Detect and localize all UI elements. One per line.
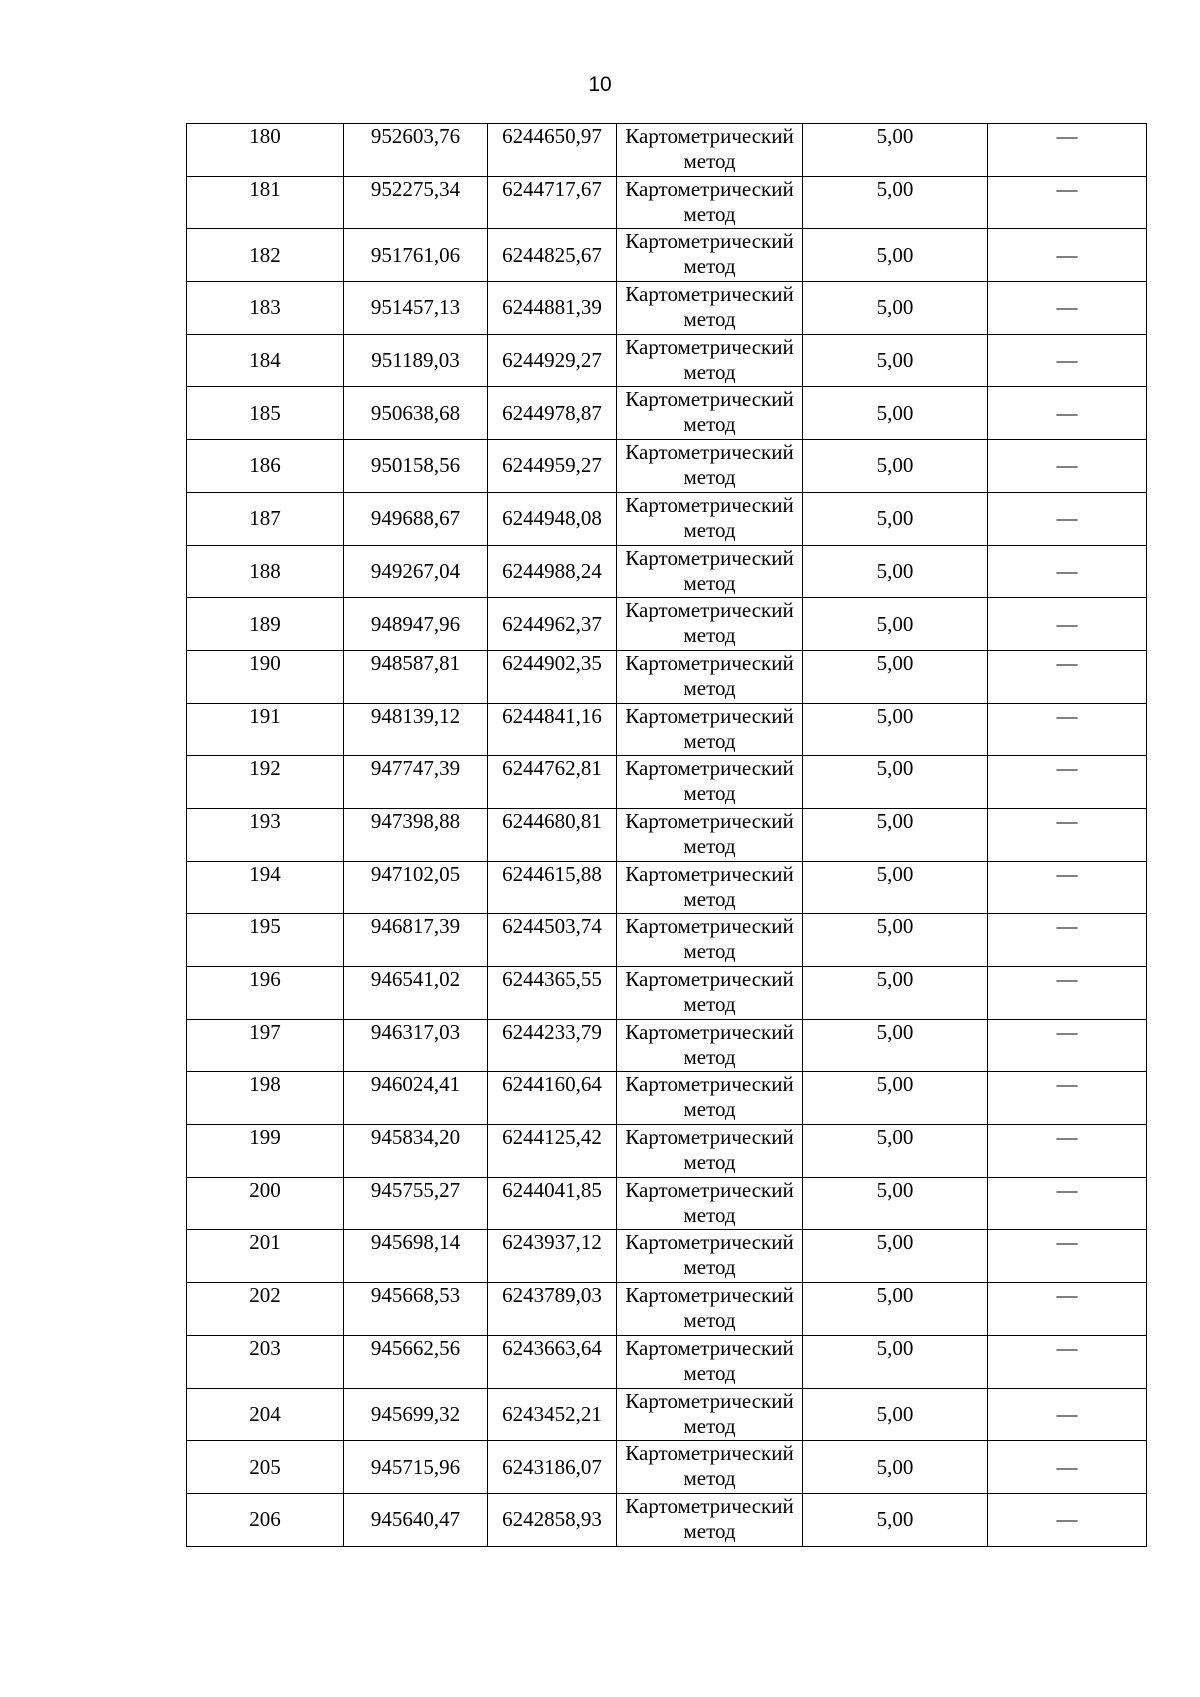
remark-cell: —	[988, 1335, 1147, 1388]
y-coordinate-cell: 6244615,88	[488, 861, 617, 914]
method-line-2: метод	[683, 1308, 736, 1333]
remark-cell: —	[988, 756, 1147, 809]
point-number-cell: 195	[187, 914, 344, 967]
y-coordinate-cell: 6243937,12	[488, 1230, 617, 1283]
point-number-cell: 192	[187, 756, 344, 809]
point-number-cell: 193	[187, 808, 344, 861]
accuracy-cell: 5,00	[803, 1441, 988, 1494]
accuracy-cell: 5,00	[803, 703, 988, 756]
method-cell	[617, 1177, 803, 1230]
accuracy-cell: 5,00	[803, 1388, 988, 1441]
y-coordinate-cell: 6244233,79	[488, 1019, 617, 1072]
y-coordinate-cell: 6244503,74	[488, 914, 617, 967]
remark-cell: —	[988, 440, 1147, 493]
table-row	[187, 808, 1147, 861]
table-row	[187, 703, 1147, 756]
table-row	[187, 598, 1147, 651]
y-coordinate-cell: 6243663,64	[488, 1335, 617, 1388]
point-number-cell: 205	[187, 1441, 344, 1494]
x-coordinate-cell: 948947,96	[344, 598, 488, 651]
table-row	[187, 334, 1147, 387]
table-row	[187, 1125, 1147, 1178]
method-line-2: метод	[683, 1255, 736, 1280]
method-line-1: Картометрический	[625, 1441, 794, 1466]
coordinates-table	[186, 123, 1147, 1547]
point-number-cell: 185	[187, 387, 344, 440]
point-number-cell: 203	[187, 1335, 344, 1388]
point-number-cell: 204	[187, 1388, 344, 1441]
accuracy-cell: 5,00	[803, 756, 988, 809]
y-coordinate-cell: 6244978,87	[488, 387, 617, 440]
remark-cell: —	[988, 334, 1147, 387]
method-line-1: Картометрический	[625, 756, 794, 781]
method-cell	[617, 861, 803, 914]
method-cell	[617, 229, 803, 282]
method-line-2: метод	[683, 1202, 736, 1227]
method-line-2: метод	[683, 675, 736, 700]
x-coordinate-cell: 945715,96	[344, 1441, 488, 1494]
method-line-1: Картометрический	[625, 1072, 794, 1097]
x-coordinate-cell: 952603,76	[344, 124, 488, 177]
table-row	[187, 545, 1147, 598]
remark-cell: —	[988, 1125, 1147, 1178]
x-coordinate-cell: 950158,56	[344, 440, 488, 493]
y-coordinate-cell: 6244841,16	[488, 703, 617, 756]
method-line-2: метод	[683, 623, 736, 648]
method-line-1: Картометрический	[625, 545, 794, 570]
x-coordinate-cell: 949688,67	[344, 492, 488, 545]
accuracy-cell: 5,00	[803, 229, 988, 282]
method-line-1: Картометрический	[625, 440, 794, 465]
point-number-cell: 186	[187, 440, 344, 493]
x-coordinate-cell: 945640,47	[344, 1493, 488, 1546]
method-cell	[617, 1441, 803, 1494]
method-line-1: Картометрический	[625, 229, 794, 254]
table-row	[187, 914, 1147, 967]
accuracy-cell: 5,00	[803, 1230, 988, 1283]
remark-cell: —	[988, 914, 1147, 967]
table-row	[187, 1177, 1147, 1230]
remark-cell: —	[988, 967, 1147, 1020]
x-coordinate-cell: 948139,12	[344, 703, 488, 756]
y-coordinate-cell: 6244948,08	[488, 492, 617, 545]
remark-cell: —	[988, 1441, 1147, 1494]
remark-cell: —	[988, 124, 1147, 177]
remark-cell: —	[988, 545, 1147, 598]
method-line-2: метод	[683, 412, 736, 437]
method-line-2: метод	[683, 1413, 736, 1438]
point-number-cell: 200	[187, 1177, 344, 1230]
x-coordinate-cell: 945755,27	[344, 1177, 488, 1230]
x-coordinate-cell: 945834,20	[344, 1125, 488, 1178]
method-line-1: Картометрический	[625, 387, 794, 412]
accuracy-cell: 5,00	[803, 282, 988, 335]
x-coordinate-cell: 952275,34	[344, 176, 488, 229]
method-line-1: Картометрический	[625, 1019, 794, 1044]
method-line-2: метод	[683, 517, 736, 542]
accuracy-cell: 5,00	[803, 387, 988, 440]
method-cell	[617, 1230, 803, 1283]
method-cell	[617, 545, 803, 598]
method-cell	[617, 1335, 803, 1388]
x-coordinate-cell: 946024,41	[344, 1072, 488, 1125]
point-number-cell: 183	[187, 282, 344, 335]
method-cell	[617, 1388, 803, 1441]
accuracy-cell: 5,00	[803, 1125, 988, 1178]
method-cell	[617, 808, 803, 861]
y-coordinate-cell: 6244680,81	[488, 808, 617, 861]
accuracy-cell: 5,00	[803, 1072, 988, 1125]
table-row	[187, 650, 1147, 703]
method-cell	[617, 598, 803, 651]
method-cell	[617, 282, 803, 335]
table-row	[187, 756, 1147, 809]
point-number-cell: 190	[187, 650, 344, 703]
method-line-1: Картометрический	[625, 1283, 794, 1308]
method-cell	[617, 387, 803, 440]
point-number-cell: 182	[187, 229, 344, 282]
table-row	[187, 861, 1147, 914]
x-coordinate-cell: 950638,68	[344, 387, 488, 440]
table-row	[187, 1283, 1147, 1336]
method-line-1: Картометрический	[625, 124, 794, 148]
method-cell	[617, 650, 803, 703]
y-coordinate-cell: 6242858,93	[488, 1493, 617, 1546]
point-number-cell: 194	[187, 861, 344, 914]
method-line-2: метод	[683, 728, 736, 753]
method-line-2: метод	[683, 833, 736, 858]
x-coordinate-cell: 947747,39	[344, 756, 488, 809]
x-coordinate-cell: 946317,03	[344, 1019, 488, 1072]
point-number-cell: 198	[187, 1072, 344, 1125]
method-line-1: Картометрический	[625, 967, 794, 991]
method-line-1: Картометрический	[625, 1230, 794, 1255]
method-cell	[617, 124, 803, 177]
x-coordinate-cell: 951189,03	[344, 334, 488, 387]
table-row	[187, 124, 1147, 177]
method-cell	[617, 1283, 803, 1336]
method-line-2: метод	[683, 939, 736, 964]
accuracy-cell: 5,00	[803, 914, 988, 967]
table-row	[187, 1072, 1147, 1125]
x-coordinate-cell: 945662,56	[344, 1335, 488, 1388]
accuracy-cell: 5,00	[803, 1493, 988, 1546]
y-coordinate-cell: 6243789,03	[488, 1283, 617, 1336]
method-line-1: Картометрический	[625, 914, 794, 939]
y-coordinate-cell: 6243186,07	[488, 1441, 617, 1494]
remark-cell: —	[988, 1388, 1147, 1441]
method-line-1: Картометрический	[625, 861, 794, 886]
method-line-1: Картометрический	[625, 703, 794, 728]
method-cell	[617, 440, 803, 493]
y-coordinate-cell: 6244041,85	[488, 1177, 617, 1230]
method-line-1: Картометрический	[625, 1125, 794, 1150]
method-cell	[617, 1125, 803, 1178]
method-line-2: метод	[683, 1466, 736, 1491]
remark-cell: —	[988, 492, 1147, 545]
point-number-cell: 196	[187, 967, 344, 1020]
x-coordinate-cell: 945668,53	[344, 1283, 488, 1336]
accuracy-cell: 5,00	[803, 861, 988, 914]
method-line-2: метод	[683, 570, 736, 595]
method-cell	[617, 492, 803, 545]
method-line-2: метод	[683, 201, 736, 226]
method-line-2: метод	[683, 149, 736, 173]
point-number-cell: 188	[187, 545, 344, 598]
x-coordinate-cell: 945699,32	[344, 1388, 488, 1441]
table-row	[187, 440, 1147, 493]
x-coordinate-cell: 947102,05	[344, 861, 488, 914]
table-body	[187, 124, 1147, 1547]
x-coordinate-cell: 946541,02	[344, 967, 488, 1020]
method-line-1: Картометрический	[625, 1493, 794, 1518]
table-row	[187, 387, 1147, 440]
table-row	[187, 1230, 1147, 1283]
y-coordinate-cell: 6244929,27	[488, 334, 617, 387]
method-line-1: Картометрический	[625, 1388, 794, 1413]
method-line-1: Картометрический	[625, 650, 794, 675]
method-line-2: метод	[683, 1518, 736, 1543]
table-row	[187, 176, 1147, 229]
remark-cell: —	[988, 282, 1147, 335]
point-number-cell: 206	[187, 1493, 344, 1546]
method-line-2: метод	[683, 781, 736, 806]
y-coordinate-cell: 6244650,97	[488, 124, 617, 177]
remark-cell: —	[988, 387, 1147, 440]
remark-cell: —	[988, 1493, 1147, 1546]
method-line-1: Картометрический	[625, 176, 794, 201]
method-line-2: метод	[683, 1360, 736, 1385]
point-number-cell: 189	[187, 598, 344, 651]
accuracy-cell: 5,00	[803, 650, 988, 703]
y-coordinate-cell: 6244962,37	[488, 598, 617, 651]
method-line-2: метод	[683, 307, 736, 332]
y-coordinate-cell: 6244160,64	[488, 1072, 617, 1125]
y-coordinate-cell: 6244762,81	[488, 756, 617, 809]
table-row	[187, 229, 1147, 282]
method-cell	[617, 756, 803, 809]
accuracy-cell: 5,00	[803, 492, 988, 545]
table-row	[187, 282, 1147, 335]
method-line-2: метод	[683, 992, 736, 1016]
table-row	[187, 1388, 1147, 1441]
method-line-1: Картометрический	[625, 598, 794, 623]
table-row	[187, 492, 1147, 545]
method-line-1: Картометрический	[625, 282, 794, 307]
method-cell	[617, 1019, 803, 1072]
y-coordinate-cell: 6244959,27	[488, 440, 617, 493]
method-cell	[617, 176, 803, 229]
y-coordinate-cell: 6244717,67	[488, 176, 617, 229]
method-line-1: Картометрический	[625, 808, 794, 833]
table-row	[187, 1019, 1147, 1072]
method-line-2: метод	[683, 465, 736, 490]
remark-cell: —	[988, 808, 1147, 861]
point-number-cell: 199	[187, 1125, 344, 1178]
point-number-cell: 184	[187, 334, 344, 387]
x-coordinate-cell: 951761,06	[344, 229, 488, 282]
point-number-cell: 187	[187, 492, 344, 545]
y-coordinate-cell: 6243452,21	[488, 1388, 617, 1441]
x-coordinate-cell: 945698,14	[344, 1230, 488, 1283]
remark-cell: —	[988, 861, 1147, 914]
method-line-2: метод	[683, 1044, 736, 1069]
accuracy-cell: 5,00	[803, 1019, 988, 1072]
accuracy-cell: 5,00	[803, 967, 988, 1020]
method-line-1: Картометрический	[625, 334, 794, 359]
method-line-2: метод	[683, 359, 736, 384]
remark-cell: —	[988, 1072, 1147, 1125]
y-coordinate-cell: 6244881,39	[488, 282, 617, 335]
accuracy-cell: 5,00	[803, 808, 988, 861]
accuracy-cell: 5,00	[803, 1177, 988, 1230]
y-coordinate-cell: 6244365,55	[488, 967, 617, 1020]
remark-cell: —	[988, 229, 1147, 282]
method-cell	[617, 914, 803, 967]
remark-cell: —	[988, 1177, 1147, 1230]
x-coordinate-cell: 951457,13	[344, 282, 488, 335]
point-number-cell: 181	[187, 176, 344, 229]
table-row	[187, 967, 1147, 1020]
y-coordinate-cell: 6244125,42	[488, 1125, 617, 1178]
remark-cell: —	[988, 1230, 1147, 1283]
accuracy-cell: 5,00	[803, 440, 988, 493]
method-line-2: метод	[683, 886, 736, 911]
accuracy-cell: 5,00	[803, 334, 988, 387]
point-number-cell: 202	[187, 1283, 344, 1336]
method-line-2: метод	[683, 254, 736, 279]
y-coordinate-cell: 6244988,24	[488, 545, 617, 598]
point-number-cell: 191	[187, 703, 344, 756]
remark-cell: —	[988, 598, 1147, 651]
table-row	[187, 1441, 1147, 1494]
remark-cell: —	[988, 1283, 1147, 1336]
accuracy-cell: 5,00	[803, 176, 988, 229]
accuracy-cell: 5,00	[803, 1335, 988, 1388]
point-number-cell: 180	[187, 124, 344, 177]
accuracy-cell: 5,00	[803, 598, 988, 651]
table-row	[187, 1493, 1147, 1546]
method-cell	[617, 1072, 803, 1125]
method-line-1: Картометрический	[625, 1177, 794, 1202]
x-coordinate-cell: 948587,81	[344, 650, 488, 703]
accuracy-cell: 5,00	[803, 1283, 988, 1336]
x-coordinate-cell: 947398,88	[344, 808, 488, 861]
method-cell	[617, 334, 803, 387]
y-coordinate-cell: 6244902,35	[488, 650, 617, 703]
method-cell	[617, 967, 803, 1020]
method-line-1: Картометрический	[625, 492, 794, 517]
point-number-cell: 201	[187, 1230, 344, 1283]
accuracy-cell: 5,00	[803, 124, 988, 177]
table-row	[187, 1335, 1147, 1388]
point-number-cell: 197	[187, 1019, 344, 1072]
remark-cell: —	[988, 703, 1147, 756]
method-line-2: метод	[683, 1097, 736, 1122]
remark-cell: —	[988, 1019, 1147, 1072]
method-line-1: Картометрический	[625, 1335, 794, 1360]
y-coordinate-cell: 6244825,67	[488, 229, 617, 282]
remark-cell: —	[988, 650, 1147, 703]
page-number: 10	[588, 73, 612, 96]
method-cell	[617, 703, 803, 756]
x-coordinate-cell: 946817,39	[344, 914, 488, 967]
accuracy-cell: 5,00	[803, 545, 988, 598]
method-cell	[617, 1493, 803, 1546]
x-coordinate-cell: 949267,04	[344, 545, 488, 598]
method-line-2: метод	[683, 1150, 736, 1175]
remark-cell: —	[988, 176, 1147, 229]
